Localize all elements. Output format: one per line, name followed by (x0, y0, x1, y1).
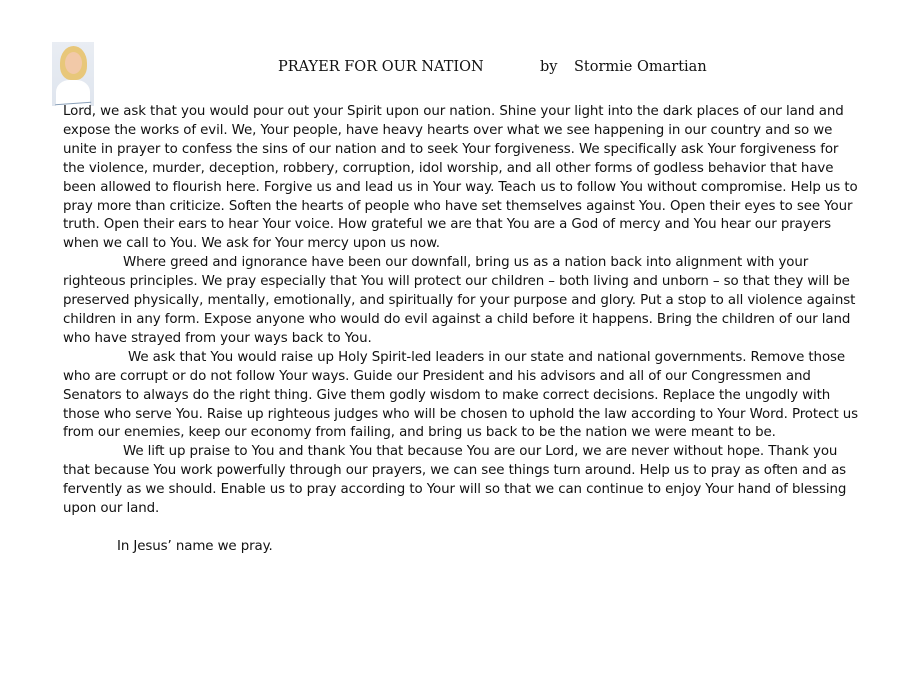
author-name: Stormie Omartian (574, 59, 707, 75)
header (0, 59, 900, 79)
closing-line: In Jesus’ name we pray. (117, 538, 273, 554)
prayer-body (63, 103, 863, 557)
paragraph: Where greed and ignorance have been our downfall, bring us as a nation back into alignment with your righteous principles. We pray especially that You will protect our children – both living and unborn – so that they will be preserved physically, mentally, emotionally, and spiritually for your purpose and glory. Put a stop to all violence against children in any form. Expose anyone who would do evil against a child before it happens. Bring the children of our land who have strayed from your ways back to You. (63, 255, 856, 346)
page-title: PRAYER FOR OUR NATION (278, 59, 484, 75)
paragraph: Lord, we ask that you would pour out your Spirit upon our nation. Shine your light into the dark places of our land and expose the works of evil. We, Your people, have heavy hearts over what we see happening in our country and so we unite in prayer to confess the sins of our nation and to seek Your forgiveness. We specifically ask Your forgiveness for the violence, murder, deception, robbery, corruption, idol worship, and all other forms of godless behavior that have been allowed to flourish here. Forgive us and lead us in Your way. Teach us to follow You without compromise. Help us to pray more than criticize. Soften the hearts of people who have set themselves against You. Open their eyes to see Your truth. Open their ears to hear Your voice. How grateful we are that You are a God of mercy and You hear our prayers when we call to You. We ask for Your mercy upon us now. (63, 104, 858, 252)
paragraph: We ask that You would raise up Holy Spirit-led leaders in our state and national governments. Remove those who are corrupt or do not follow Your ways. Guide our President and his advisors and all of our Congressmen and Senators to always do the right thing. Give them godly wisdom to make correct decisions. Replace the ungodly with those who serve You. Raise up righteous judges who will be chosen to uphold the law according to Your Word. Protect us from our enemies, keep our economy from failing, and bring us back to be the nation we were meant to be. (63, 349, 859, 441)
byline-by: by (540, 59, 558, 75)
paragraph: We lift up praise to You and thank You that because You are our Lord, we are never without hope. Thank you that because You work powerfully through our prayers, we can see things turn around. Help us to pray as often and as fervently as we should. Enable us to pray according to Your will so that we can continue to enjoy Your hand of blessing upon our land. (63, 444, 847, 517)
